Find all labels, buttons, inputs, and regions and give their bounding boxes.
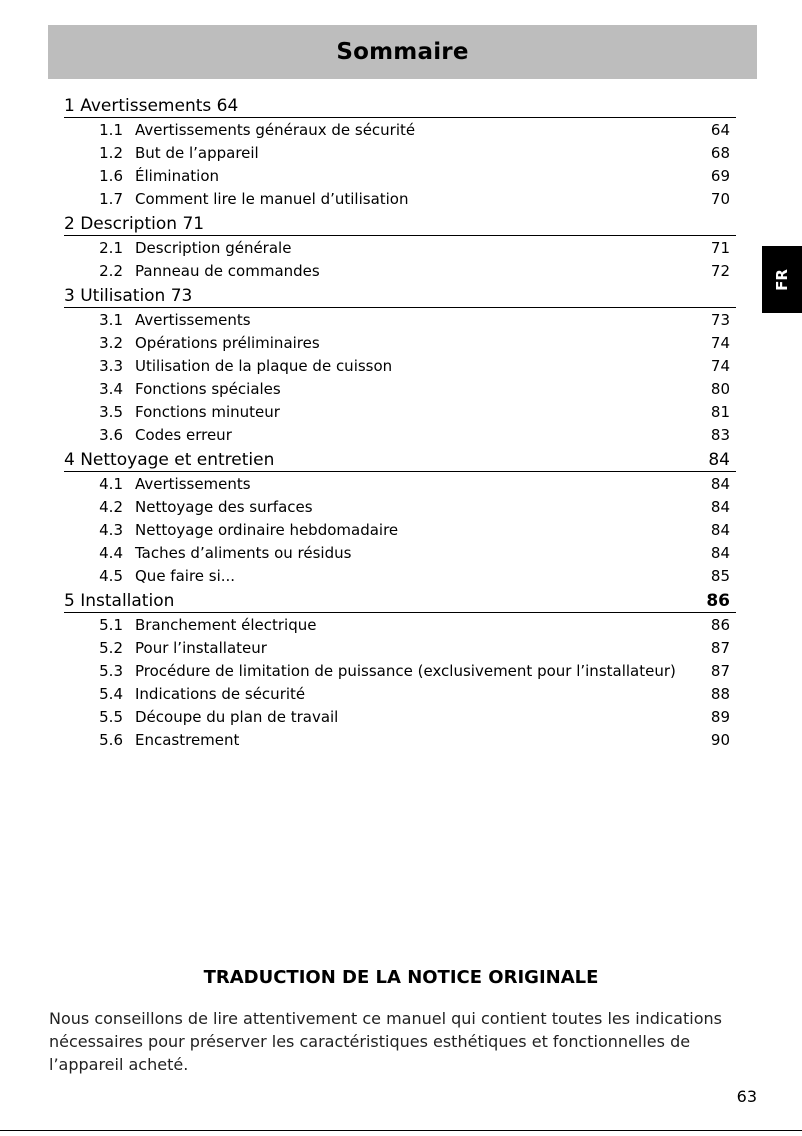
entry-number: 5.4 [99,684,123,703]
entry-label: Avertissements généraux de sécurité [135,120,416,139]
toc-entry [64,423,736,446]
entry-page: 71 [710,238,730,257]
entry-page: 74 [710,356,730,375]
entry-number: 1.2 [99,143,123,162]
entry-number: 3.4 [99,379,123,398]
toc-entry [64,541,736,564]
toc-section-heading [64,448,736,472]
entry-label: Que faire si... [135,566,236,585]
entry-label: Avertissements [135,474,251,493]
entry-label: Encastrement [135,730,240,749]
bottom-divider [0,1130,802,1131]
entry-number: 5.3 [99,661,123,680]
toc-entry [64,354,736,377]
intro-paragraph: Nous conseillons de lire attentivement ce manuel qui contient toutes les indications nécessaires pour préserver les caractéristiques esthétiques et fonctionnelles de l’appareil acheté. [49,1009,722,1074]
page-title: Sommaire [336,39,469,65]
entry-page: 73 [710,310,730,329]
entry-page: 70 [710,189,730,208]
translation-heading: TRADUCTION DE LA NOTICE ORIGINALE [203,967,599,988]
entry-label: Codes erreur [135,425,232,444]
section-title: 2 Description 71 [64,214,205,234]
entry-page: 85 [710,566,730,585]
entry-label: Panneau de commandes [135,261,320,280]
language-tab-label: FR [772,268,791,291]
entry-page: 87 [710,661,730,680]
entry-number: 5.6 [99,730,123,749]
toc-entry [64,164,736,187]
entry-label: Description générale [135,238,292,257]
entry-number: 1.6 [99,166,123,185]
entry-label: Opérations préliminaires [135,333,320,352]
entry-label: Nettoyage ordinaire hebdomadaire [135,520,399,539]
entry-page: 81 [710,402,730,421]
toc-entry [64,118,736,141]
entry-number: 4.5 [99,566,123,585]
entry-label: Découpe du plan de travail [135,707,339,726]
toc-entry [64,518,736,541]
language-tab [762,246,802,313]
toc-entry [64,682,736,705]
entry-page: 86 [710,615,730,634]
section-title: 5 Installation [64,591,175,611]
entry-number: 4.4 [99,543,123,562]
entry-label: Branchement électrique [135,615,317,634]
entry-page: 84 [710,497,730,516]
toc-section [64,94,736,210]
toc-entry [64,259,736,282]
entry-label: Fonctions spéciales [135,379,281,398]
entry-number: 2.2 [99,261,123,280]
page-number: 63 [736,1087,757,1106]
entry-number: 2.1 [99,238,123,257]
toc-section-heading [64,284,736,308]
entry-label: Utilisation de la plaque de cuisson [135,356,393,375]
entry-number: 1.7 [99,189,123,208]
toc-section [64,284,736,446]
toc-entry [64,377,736,400]
entry-label: Nettoyage des surfaces [135,497,313,516]
entry-number: 5.5 [99,707,123,726]
section-title: 4 Nettoyage et entretien [64,450,275,470]
entry-page: 90 [710,730,730,749]
section-page: 86 [706,591,730,611]
toc-entry [64,187,736,210]
toc-entry [64,495,736,518]
entry-label: Élimination [135,166,220,185]
entry-page: 72 [710,261,730,280]
toc-entry [64,308,736,331]
toc-entry [64,636,736,659]
toc-entry [64,141,736,164]
entry-label: But de l’appareil [135,143,259,162]
entry-page: 74 [710,333,730,352]
entry-page: 64 [710,120,730,139]
title-banner [48,25,757,79]
entry-page: 83 [710,425,730,444]
toc-entry [64,728,736,751]
toc-entry [64,472,736,495]
entry-label: Taches d’aliments ou résidus [135,543,352,562]
section-title: 3 Utilisation 73 [64,286,193,306]
table-of-contents [64,92,736,751]
section-page: 84 [708,450,730,470]
toc-entry [64,331,736,354]
toc-section-heading [64,589,736,613]
entry-page: 68 [710,143,730,162]
toc-entry [64,705,736,728]
entry-number: 3.1 [99,310,123,329]
entry-page: 89 [710,707,730,726]
entry-label: Pour l’installateur [135,638,267,657]
entry-page: 88 [710,684,730,703]
toc-section-heading [64,212,736,236]
entry-label: Comment lire le manuel d’utilisation [135,189,409,208]
entry-page: 69 [710,166,730,185]
entry-number: 3.6 [99,425,123,444]
toc-entry [64,659,736,682]
toc-section-heading [64,94,736,118]
entry-page: 87 [710,638,730,657]
toc-entry [64,400,736,423]
entry-number: 3.2 [99,333,123,352]
entry-number: 5.2 [99,638,123,657]
entry-label: Indications de sécurité [135,684,306,703]
entry-number: 1.1 [99,120,123,139]
toc-section [64,589,736,751]
entry-label: Fonctions minuteur [135,402,280,421]
toc-entry [64,613,736,636]
entry-number: 5.1 [99,615,123,634]
entry-label: Avertissements [135,310,251,329]
entry-page: 84 [710,474,730,493]
entry-number: 3.5 [99,402,123,421]
entry-number: 4.2 [99,497,123,516]
toc-section [64,448,736,587]
entry-number: 3.3 [99,356,123,375]
entry-label: Procédure de limitation de puissance (exclusivement pour l’installateur) [135,661,676,680]
entry-number: 4.1 [99,474,123,493]
entry-number: 4.3 [99,520,123,539]
entry-page: 80 [710,379,730,398]
toc-entry [64,236,736,259]
entry-page: 84 [710,543,730,562]
toc-entry [64,564,736,587]
entry-page: 84 [710,520,730,539]
toc-section [64,212,736,282]
section-title: 1 Avertissements 64 [64,96,239,116]
